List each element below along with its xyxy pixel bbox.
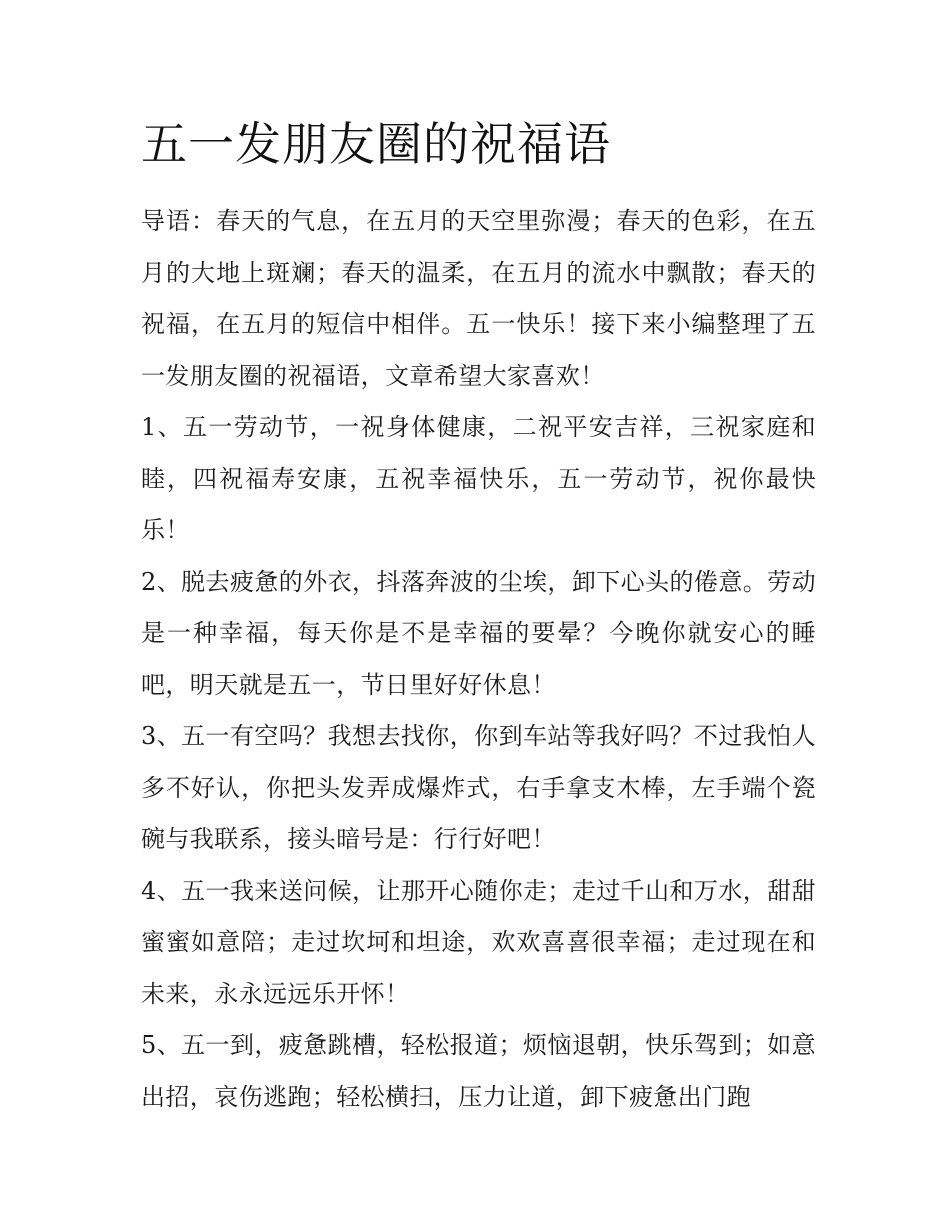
wish-paragraph-5: 5、五一到，疲惫跳槽，轻松报道；烦恼退朝，快乐驾到；如意出招，哀伤逃跑；轻松横扫，压力让道，卸下疲惫出门跑: [141, 1031, 816, 1111]
document-body: [141, 112, 816, 1123]
wish-paragraph-3: 3、五一有空吗？我想去找你，你到车站等我好吗？不过我怕人多不好认，你把头发弄成爆炸式，右手拿支木棒，左手端个瓷碗与我联系，接头暗号是：行行好吧！: [141, 722, 816, 853]
page-title: 五一发朋友圈的祝福语: [141, 117, 611, 171]
wish-paragraph-4: 4、五一我来送问候，让那开心随你走；走过千山和万水，甜甜蜜蜜如意陪；走过坎坷和坦途，欢欢喜喜很幸福；走过现在和未来，永永远远乐开怀！: [141, 876, 816, 1008]
wish-paragraph-1: 1、五一劳动节，一祝身体健康，二祝平安吉祥，三祝家庭和睦，四祝福寿安康，五祝幸福快乐，五一劳动节，祝你最快乐！: [141, 413, 816, 544]
intro-paragraph: 导语：春天的气息，在五月的天空里弥漫；春天的色彩，在五月的大地上斑斓；春天的温柔，在五月的流水中飘散；春天的祝福，在五月的短信中相伴。五一快乐！接下来小编整理了五一发朋友圈的祝福语，文章希望大家喜欢！: [141, 207, 816, 390]
wish-paragraph-2: 2、脱去疲惫的外衣，抖落奔波的尘埃，卸下心头的倦意。劳动是一种幸福，每天你是不是幸福的要晕？今晚你就安心的睡吧，明天就是五一，节日里好好休息！: [141, 567, 816, 699]
